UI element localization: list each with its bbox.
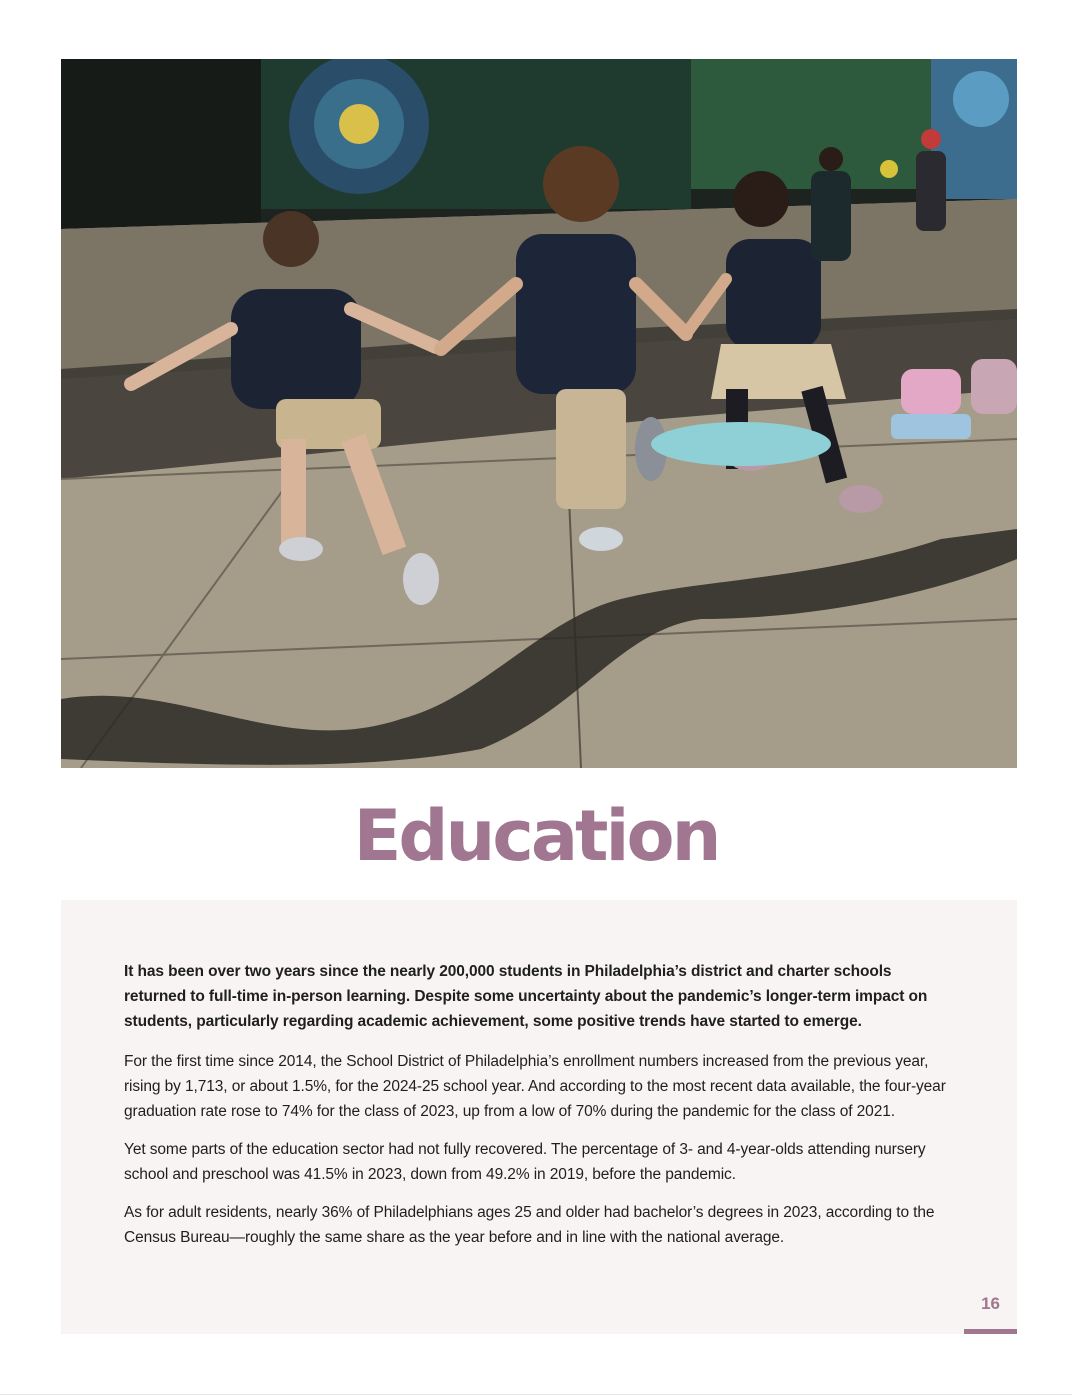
body-paragraph-preschool: Yet some parts of the education sector had not fully recovered. The percentage of 3- and 4-year-olds attending nursery school and preschool was 41.5% in 2023, down from 49.2% in 2019, before the pandemic.	[124, 1141, 926, 1183]
hero-photo	[61, 59, 1017, 768]
page-number: 16	[981, 1294, 1000, 1313]
page-title: Education	[353, 795, 719, 877]
lead-paragraph: It has been over two years since the nearly 200,000 students in Philadelphia’s district and charter schools returned to full-time in-person learning. Despite some uncertainty about the pandemic’s longer-term impact on students, particularly regarding academic achievement, some positive trends have started to emerge.	[124, 963, 928, 1030]
page-bottom-divider	[0, 1394, 1072, 1395]
page-number-rule	[964, 1329, 1017, 1334]
article-body	[124, 959, 956, 1263]
content-panel	[61, 900, 1017, 1334]
body-paragraph-adults: As for adult residents, nearly 36% of Philadelphians ages 25 and older had bachelor’s degrees in 2023, according to the Census Bureau—roughly the same share as the year before and in line with the national average.	[124, 1204, 935, 1246]
body-paragraph-enrollment: For the first time since 2014, the School District of Philadelphia’s enrollment numbers increased from the previous year, rising by 1,713, or about 1.5%, for the 2024-25 school year. And according to the most recent data available, the four-year graduation rate rose to 74% for the class of 2023, up from a low of 70% during the pandemic for the class of 2021.	[124, 1053, 946, 1120]
photo-children-playground-icon	[61, 59, 1017, 768]
